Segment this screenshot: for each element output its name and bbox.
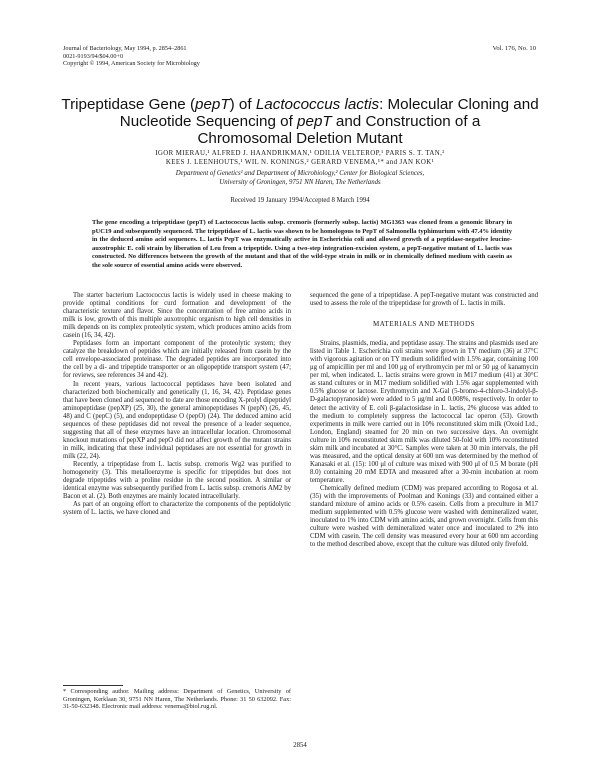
- paragraph: As part of an ongoing effort to characterize the components of the peptidolytic system of L. lactis, we have cloned and: [63, 501, 291, 517]
- paragraph: sequenced the gene of a tripeptidase. A pepT-negative mutant was constructed and used to assess the role of the tripeptidase for growth of L. lactis in milk.: [310, 292, 538, 308]
- affiliation: [40, 169, 560, 187]
- paragraph: Peptidases form an important component of the proteolytic system; they catalyze the breakdown of peptides which are initially released from casein by the cell envelope-associated proteinase. The degraded peptides are incorporated into the cell by a di- and tripeptide transporter or an oligopeptide transport system (47; for reviews, see references 34 and 42).: [63, 340, 291, 380]
- author-list: [40, 149, 560, 167]
- section-heading: MATERIALS AND METHODS: [373, 320, 475, 329]
- journal-header: [63, 45, 200, 68]
- body-column-left: [63, 292, 291, 517]
- paragraph: The starter bacterium Lactococcus lactis is widely used in cheese making to provide optimal conditions for curd formation and development of the characteristic texture and flavor. Since the concentration of free amino acids in milk is low, growth of this multiple auxotrophic organism to high cell densities in milk depends on its complex proteolytic system, which produces amino acids from casein (16, 34, 42).: [63, 292, 291, 340]
- affiliation-line-1: Department of Genetics¹ and Department of Microbiology,² Center for Biological Sciences,: [175, 170, 425, 177]
- title-line-1: Tripeptidase Gene (pepT) of Lactococcus lactis: Molecular Cloning and: [61, 96, 539, 113]
- paragraph: In recent years, various lactococcal peptidases have been isolated and characterized both biochemically and genetically (1, 16, 34, 42). Peptidase genes that have been cloned and sequenced to date are those encoding X-prolyl dipeptidyl aminopeptidase (pepXP) (25, 30), the general aminopeptidases N (pepN) (26, 45, 48) and C (pepC) (5), and endopeptidase O (pepO) (24). The deduced amino acid sequences of these peptidases did not reveal the presence of a leader sequence, suggesting that all of these enzymes have an intracellular location. Chromosomal knockout mutations of pepXP and pepO did not affect growth of the mutant strains in milk, indicating that these individual peptidases are not essential for growth in milk (22, 24).: [63, 380, 291, 460]
- corresponding-author-footnote: * Corresponding author. Mailing address: Department of Genetics, University of Groningen, Kerklaan 30, 9751 NN Haren, The Netherlands. Phone: 31 50 632092. Fax: 31-50-632348. Electronic mail address: venema@biol.rug.nl.: [63, 688, 291, 711]
- affiliation-line-2: University of Groningen, 9751 NN Haren, The Netherlands: [219, 179, 381, 186]
- paragraph: Strains, plasmids, media, and peptidase assay. The strains and plasmids used are listed in Table 1. Escherichia coli strains were grown in TY medium (36) at 37°C with vigorous agitation or on TY medium solidified with 1.5% agar, containing 100 μg of ampicillin per ml and 100 μg of erythromycin per ml or 50 μg of kanamycin per ml, when indicated. L. lactis strains were grown in M17 medium (41) at 30°C as stand cultures or in M17 medium solidified with 1.5% agar supplemented with 0.5% glucose or lactose. Erythromycin and X-Gal (5-bromo-4-chloro-3-indolyl-β-D-galactopyranoside) were added to 5 μg/ml and 0.008%, respectively. In order to detect the activity of E. coli β-galactosidase in L. lactis, 2% glucose was added to the medium to completely suppress the lactococcal lac operon (53). Growth experiments in milk were carried out in 10% reconstituted skim milk (Oxoid Ltd., London, England) steamed for 20 min on two successive days. An overnight culture in 10% reconstituted skim milk was diluted 50-fold with 10% reconstituted skim milk and incubated at 30°C. Samples were taken at 30 min intervals, the pH was measured, and the optical density at 600 nm was determined by the method of Kanasaki et al. (15): 100 μl of culture was mixed with 900 μl of 0.5 M borate (pH 8.0) containing 20 mM EDTA and measured after a 30-min incubation at room temperature.: [310, 340, 538, 484]
- page-number: 2854: [293, 742, 307, 749]
- footnote-rule: [63, 685, 123, 686]
- authors-line-2: KEES J. LEENHOUTS,¹ WIL N. KONINGS,² GERARD VENEMA,¹* and JAN KOK¹: [165, 159, 435, 166]
- article-title: [40, 96, 560, 147]
- copyright-line: Copyright © 1994, American Society for Microbiology: [63, 60, 200, 68]
- title-line-2: Nucleotide Sequencing of pepT and Construction of a: [119, 113, 481, 130]
- title-line-3: Chromosomal Deletion Mutant: [197, 130, 403, 147]
- body-column-right: [310, 292, 538, 549]
- paragraph: Chemically defined medium (CDM) was prepared according to Rogosa et al. (35) with the improvements of Poolman and Konings (33) and contained either a standard mixture of amino acids or 0.5% casein. Cells from a preculture in M17 medium supplemented with 0.5% glucose were washed with demineralized water, inoculated to 1% into CDM with amino acids, and grown overnight. Cells from this culture were washed with demineralized water once and inoculated to 2% into CDM with casein. The cell density was measured every hour at 600 nm according to the method described above, except that the culture was diluted only fivefold.: [310, 484, 538, 549]
- paragraph: Recently, a tripeptidase from L. lactis subsp. cremoris Wg2 was purified to homogeneity (3). This metalloenzyme is specific for tripeptides but does not degrade tripeptides with a proline residue in the second position. A similar or identical enzyme was subsequently purified from L. lactis subsp. cremoris AM2 by Bacon et al. (2). Both enzymes are mainly located intracellularly.: [63, 460, 291, 501]
- issn-line: 0021-9193/94/$04.00+0: [63, 52, 124, 60]
- volume-line: Vol. 176, No. 10: [492, 45, 536, 52]
- abstract: The gene encoding a tripeptidase (pepT) of Lactococcus lactis subsp. cremoris (formerly subsp. lactis) MG1363 was cloned from a genomic library in pUC19 and subsequently sequenced. The tripeptidase of L. lactis was shown to be homologous to PepT of Salmonella typhimurium with 47.4% identity in the deduced amino acid sequences. L. lactis PepT was enzymatically active in Escherichia coli and allowed growth of a peptidase-negative leucine-auxotrophic E. coli strain by liberation of Leu from a tripeptide. Using a two-step integration-excision system, a pepT-negative mutant of L. lactis was constructed. No differences between the growth of the mutant and that of the wild-type strain in milk or in chemically defined medium with casein as the sole source of essential amino acids were observed.: [92, 219, 512, 269]
- authors-line-1: IGOR MIERAU,¹ ALFRED J. HAANDRIKMAN,¹ ODILIA VELTEROP,¹ PARIS S. T. TAN,²: [155, 150, 445, 157]
- journal-line: Journal of Bacteriology, May 1994, p. 2854–2861: [63, 45, 187, 52]
- received-date: Received 19 January 1994/Accepted 8 March 1994: [230, 197, 370, 204]
